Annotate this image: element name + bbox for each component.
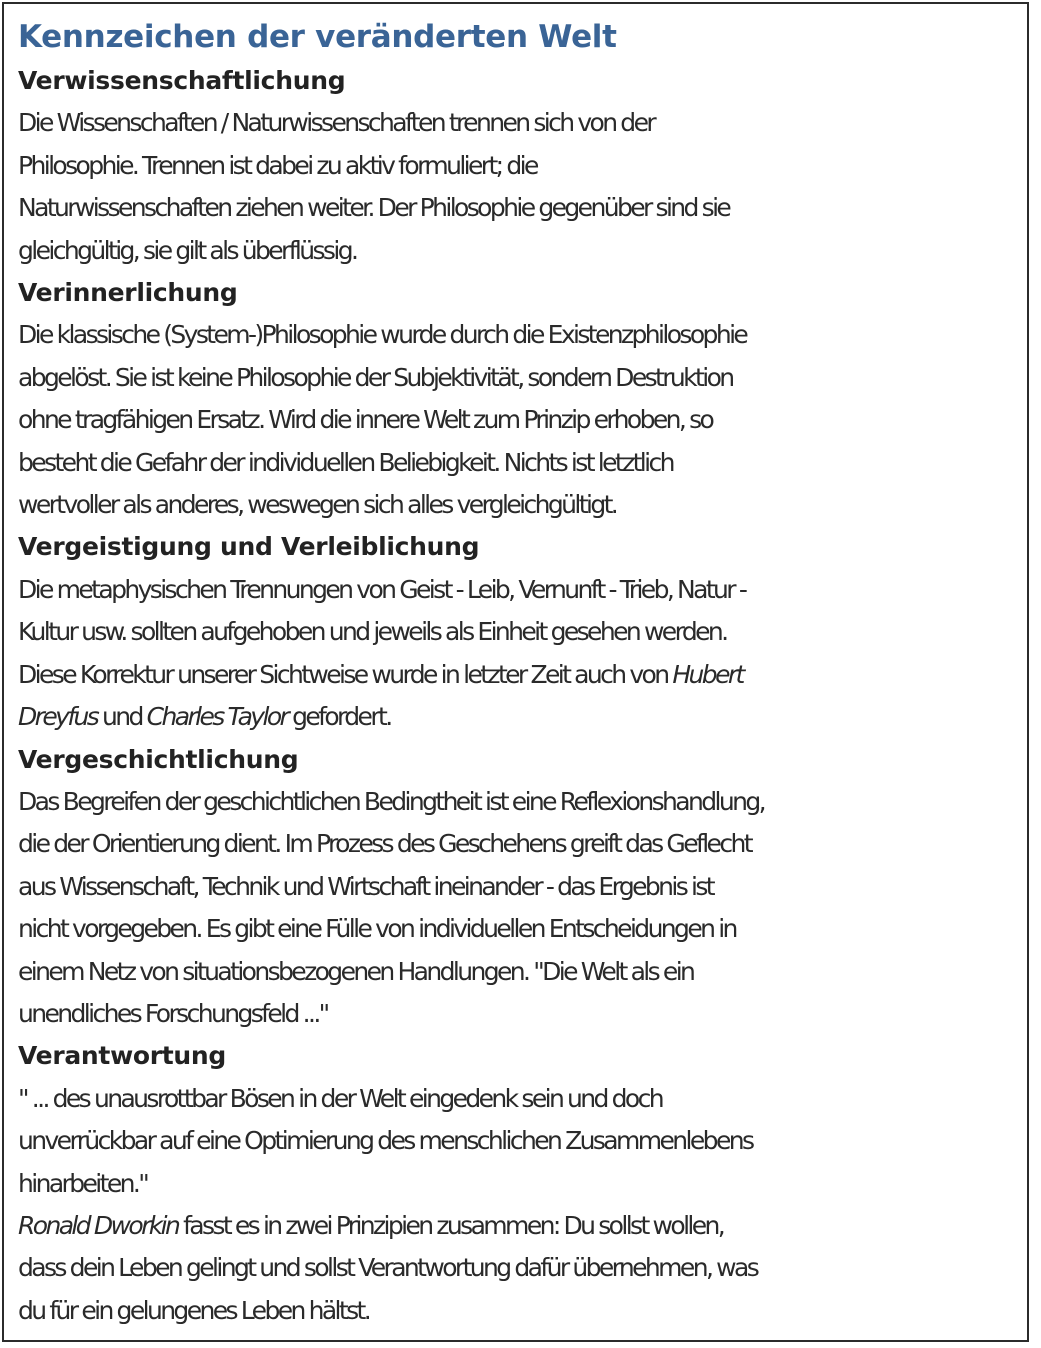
- section-heading-vergeistigung: Vergeistigung und Verleiblichung: [18, 532, 480, 562]
- text-line: Die metaphysischen Trennungen von Geist - Leib, Vernunft - Trieb, Natur -: [18, 574, 746, 604]
- text-line: Die klassische (System-)Philosophie wurde durch die Existenzphilosophie: [18, 320, 747, 350]
- text-line: abgelöst. Sie ist keine Philosophie der Subjektivität, sondern Destruktion: [18, 362, 733, 392]
- text-line: hinarbeiten.": [18, 1168, 148, 1198]
- text-line: " ... des unausrottbar Bösen in der Welt eingedenk sein und doch: [18, 1083, 663, 1113]
- text-line: unendliches Forschungsfeld ...": [18, 998, 328, 1028]
- person-name-charles-taylor: Charles Taylor: [146, 702, 288, 732]
- text-line: besteht die Gefahr der individuellen Beliebigkeit. Nichts ist letztlich: [18, 447, 673, 477]
- text-line: Kultur usw. sollten aufgehoben und jeweils als Einheit gesehen werden.: [18, 617, 727, 647]
- section-text-verinnerlichung: [18, 314, 1027, 526]
- text-line: gleichgültig, sie gilt als überflüssig.: [18, 235, 357, 265]
- text-segment: fasst es in zwei Prinzipien zusammen: Du sollst wollen,: [178, 1210, 724, 1240]
- section-text-vergeschichtlichung: [18, 781, 1027, 1035]
- person-name-ronald-dworkin: Ronald Dworkin: [18, 1210, 179, 1240]
- text-line: Philosophie. Trennen ist dabei zu aktiv formuliert; die: [18, 150, 537, 180]
- text-line: einem Netz von situationsbezogenen Handlungen. "Die Welt als ein: [18, 956, 694, 986]
- section-text-vergeistigung: [18, 569, 1027, 739]
- section-heading-verinnerlichung: Verinnerlichung: [18, 278, 238, 308]
- person-name-hubert: Hubert: [672, 659, 743, 689]
- text-line: aus Wissenschaft, Technik und Wirtschaft ineinander - das Ergebnis ist: [18, 871, 713, 901]
- text-line: Naturwissenschaften ziehen weiter. Der Philosophie gegenüber sind sie: [18, 193, 730, 223]
- person-name-dreyfus: Dreyfus: [18, 702, 98, 732]
- text-line: unverrückbar auf eine Optimierung des menschlichen Zusammenlebens: [18, 1126, 753, 1156]
- text-line: [18, 696, 1027, 738]
- text-line: nicht vorgegeben. Es gibt eine Fülle von individuellen Entscheidungen in: [18, 914, 736, 944]
- section-heading-verwissenschaftlichung: Verwissenschaftlichung: [18, 66, 346, 95]
- section-text-verwissenschaftlichung: [18, 102, 1027, 272]
- text-segment: und: [97, 702, 147, 732]
- section-text-verantwortung: [18, 1078, 1027, 1332]
- text-line: ohne tragfähigen Ersatz. Wird die innere Welt zum Prinzip erhoben, so: [18, 405, 713, 435]
- text-line: Die Wissenschaften / Naturwissenschaften trennen sich von der: [18, 108, 655, 138]
- text-line: dass dein Leben gelingt und sollst Verantwortung dafür übernehmen, was: [18, 1253, 758, 1283]
- text-line: [18, 654, 1027, 696]
- page-title: Kennzeichen der veränderten Welt: [18, 19, 617, 55]
- text-line: Das Begreifen der geschichtlichen Bedingtheit ist eine Reflexionshandlung,: [18, 786, 764, 816]
- section-heading-vergeschichtlichung: Vergeschichtlichung: [18, 744, 299, 774]
- text-segment: Diese Korrektur unserer Sichtweise wurde in letzter Zeit auch von: [18, 659, 673, 689]
- document-box: [2, 2, 1029, 1342]
- text-segment: gefordert.: [287, 702, 391, 732]
- section-heading-verantwortung: Verantwortung: [18, 1041, 227, 1071]
- text-line: du für ein gelungenes Leben hältst.: [18, 1295, 370, 1325]
- text-line: wertvoller als anderes, weswegen sich alles vergleichgültigt.: [18, 490, 617, 520]
- text-line: die der Orientierung dient. Im Prozess des Geschehens greift das Geflecht: [18, 829, 751, 859]
- text-line: [18, 1205, 1027, 1247]
